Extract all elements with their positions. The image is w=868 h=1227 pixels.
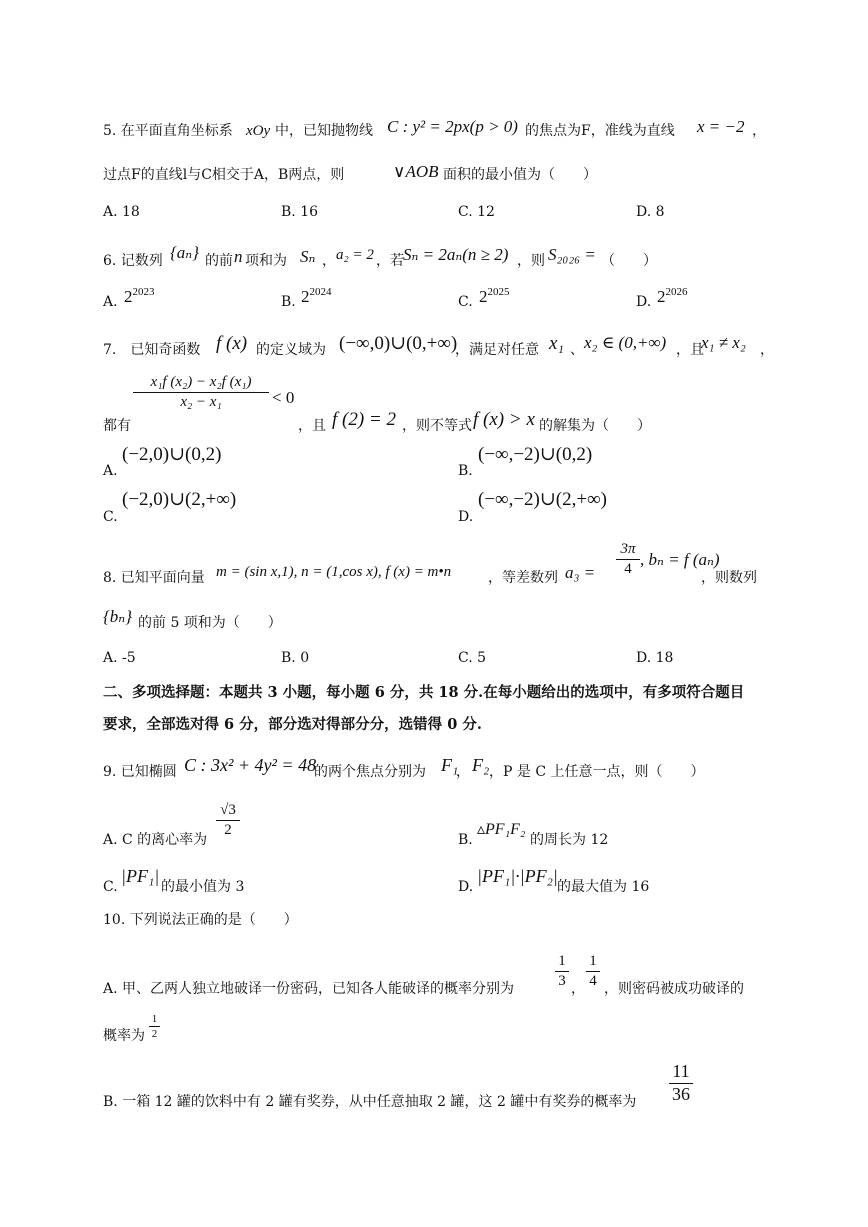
q7-lt0: < 0 [272, 388, 295, 407]
q10-option-a-text: A. 甲、乙两人独立地破译一份密码，已知各人能破译的概率分别为 [103, 981, 515, 997]
q5-line1-mid: 中，已知抛物线 [275, 123, 373, 139]
q7-ineq: f (x) > x [473, 409, 535, 430]
q10-option-b-fraction [669, 1062, 693, 1105]
q8-option-c: C. 5 [458, 650, 487, 666]
q7-fraction-denominator: x₂ − x₁ [180, 393, 222, 410]
q8-option-b: B. 0 [281, 650, 310, 666]
q9-f1: F₁ [441, 755, 459, 775]
q10-option-a-fraction-1 [555, 953, 569, 989]
q10-option-a-line2: 概率为 [103, 1028, 145, 1044]
q8-bn-seq: {bₙ} [103, 607, 132, 626]
q9-mid: 的两个焦点分别为 [314, 764, 426, 780]
q8-vectors: m = (sin x,1), n = (1,cos x), f (x) = m•n [216, 564, 452, 580]
q8-bn: , bₙ = f (aₙ) [640, 550, 720, 569]
q7-option-b-value: (−∞,−2)∪(0,2) [478, 444, 593, 465]
q6-option-d-value: $2^{2026}$ [657, 286, 688, 306]
q6-sn: Sₙ [300, 247, 316, 266]
q5-option-c: C. 12 [458, 204, 495, 220]
q6-n: n [234, 247, 243, 266]
q7-mid5: ，则不等式 [402, 418, 472, 434]
q9-option-b-label: B. [458, 832, 473, 848]
q9-option-c-text: 的最小值为 3 [161, 879, 245, 895]
q6-pre: 6. 记数列 [103, 253, 163, 269]
q8-end: ，则数列 [701, 570, 757, 586]
q6-cond2: Sₙ = 2aₙ(n ≥ 2) [403, 245, 509, 264]
q6-mid2: 项和为 [245, 253, 287, 269]
q10-option-a-fraction-2-numerator: 1 [589, 953, 597, 969]
q9-pre: 9. 已知椭圆 [103, 764, 177, 780]
q7-option-a-label: A. [103, 463, 118, 479]
q5-option-b: B. 16 [281, 204, 319, 220]
q8-a3-fraction [616, 541, 640, 577]
q10-option-a-fraction-2 [586, 953, 600, 989]
q8-a3-denominator: 4 [624, 560, 632, 577]
q10-option-a-answer-fraction [149, 1013, 160, 1040]
q9-option-d-text: 的最大值为 16 [557, 879, 650, 895]
q7-mid1: 的定义域为 [256, 342, 326, 358]
q6-seq: {aₙ} [170, 243, 199, 262]
section-2-line-1: 二、多项选择题：本题共 3 小题，每小题 6 分，共 18 分.在每小题给出的选项中，有多项符合题目 [103, 684, 745, 701]
q9-option-a-fraction [216, 802, 240, 838]
q10-option-a-fraction-2-bar [586, 971, 600, 972]
q7-option-c-label: C. [103, 509, 118, 525]
q7-f2: f (2) = 2 [332, 409, 397, 430]
q7-mid4: ，且 [298, 418, 326, 434]
q6-comma: ， [322, 253, 336, 269]
q5-line2-pre: 过点F的直线l与C相交于A，B两点，则 [103, 167, 345, 183]
q6-mid1: 的前 [205, 253, 233, 269]
q6-option-b-value: $2^{2024}$ [301, 286, 332, 306]
q8-option-d: D. 18 [636, 650, 674, 666]
q7-fraction-numerator: x₁f (x₂) − x₂f (x₁) [150, 374, 252, 390]
q7-mid3: ，且 [676, 342, 704, 358]
q8-mid: ，等差数列 [488, 570, 558, 586]
q8-a3-numerator: 3π [620, 541, 636, 557]
q7-pre: 7. 已知奇函数 [103, 342, 201, 358]
q6-target: S₂₀₂₆ = [548, 245, 596, 264]
q6-option-c-label: C. [458, 294, 473, 310]
q9-ellipse-eq: C : 3x² + 4y² = 48 [184, 755, 317, 775]
q6-option-c-value: $2^{2025}$ [479, 286, 510, 306]
q5-triangle: ∨AOB [393, 162, 439, 181]
q10-option-b-denominator: 36 [672, 1083, 690, 1104]
q9-post: ，P 是 C 上任意一点，则（ ） [489, 764, 705, 780]
q7-option-d-value: (−∞,−2)∪(2,+∞) [478, 489, 607, 510]
q8-a3: a₃ = [565, 563, 596, 582]
q7-option-c-value: (−2,0)∪(2,+∞) [122, 489, 237, 510]
q7-fx: f (x) [216, 333, 248, 354]
q6-option-d-label: D. [636, 294, 652, 310]
q7-x2-in: x₂ ∈ (0,+∞) [584, 333, 667, 352]
q7-end2: 的解集为（ ） [539, 418, 651, 434]
q6-mid4: ，则 [517, 253, 545, 269]
q9-option-a-numerator: √3 [220, 802, 236, 818]
q7-option-d-label: D. [458, 509, 474, 525]
q9-comma: ， [456, 764, 470, 780]
q7-option-b-label: B. [458, 463, 473, 479]
q6-mid3: ，若 [376, 253, 404, 269]
q7-end1: ， [760, 342, 774, 358]
q8-option-a: A. -5 [103, 650, 136, 666]
q10-option-a-answer-denominator: 2 [151, 1028, 158, 1041]
q10-option-a-post: ，则密码被成功破译的 [604, 981, 744, 997]
q7-neq: x₁ ≠ x₂ [701, 333, 746, 352]
q6-end: （ ） [601, 253, 657, 269]
q7-x1: x₁ [549, 333, 565, 354]
q7-fraction [133, 374, 269, 410]
q7-sep: 、 [570, 342, 584, 358]
q5-directrix: x = −2 [697, 117, 745, 136]
q5-line2-post: 面积的最小值为（ ） [443, 167, 597, 183]
q10-option-b-numerator: 11 [672, 1061, 690, 1081]
q7-dou: 都有 [103, 418, 131, 434]
q9-f2: F₂ [472, 755, 490, 775]
q10-option-b-text: B. 一箱 12 罐的饮料中有 2 罐有奖券，从中任意抽取 2 罐，这 2 罐中有奖券的概率为 [103, 1094, 637, 1110]
q5-xoy: xOy [246, 123, 271, 139]
q9-option-d-math: |PF₁|·|PF₂| [477, 866, 558, 886]
q7-domain: (−∞,0)∪(0,+∞) [339, 333, 458, 354]
q6-option-a-value: $2^{2023}$ [124, 286, 155, 306]
q10-option-a-fraction-1-bar [555, 971, 569, 972]
q9-option-d-label: D. [458, 879, 474, 895]
q10-option-a-fraction-1-numerator: 1 [558, 953, 566, 969]
q5-line1-end: ， [752, 123, 766, 139]
q9-option-a-denominator: 2 [224, 821, 232, 838]
q5-option-a: A. 18 [103, 204, 140, 220]
q9-option-c-math: |PF₁| [121, 866, 160, 886]
q9-option-c-label: C. [103, 879, 118, 895]
q8-line2-post: 的前 5 项和为（ ） [138, 615, 282, 631]
q5-parabola-eq: C : y² = 2px(p > 0) [387, 117, 518, 136]
q5-option-d: D. 8 [636, 204, 665, 220]
q5-line1-post: 的焦点为F，准线为直线 [525, 123, 675, 139]
section-2-line-2: 要求，全部选对得 6 分，部分选对得部分分，选错得 0 分. [103, 716, 482, 733]
q5-line1-pre: 5. 在平面直角坐标系 [103, 123, 233, 139]
q10-option-a-fraction-1-denominator: 3 [558, 972, 566, 989]
q7-option-a-value: (−2,0)∪(0,2) [122, 444, 222, 465]
q6-option-a-label: A. [103, 294, 118, 310]
q10-stem: 10. 下列说法正确的是（ ） [103, 912, 298, 928]
q9-option-a-bar [216, 820, 240, 821]
q8-pre: 8. 已知平面向量 [103, 570, 205, 586]
q10-option-a-sep: ， [571, 981, 585, 997]
q8-a3-bar [616, 559, 640, 560]
q9-option-b-text: 的周长为 12 [530, 832, 609, 848]
q9-option-a-text: A. C 的离心率为 [103, 832, 208, 848]
q7-mid2: ，满足对任意 [455, 342, 539, 358]
q10-option-a-answer-bar [149, 1026, 160, 1027]
q7-fraction-bar [133, 392, 269, 393]
q10-option-a-fraction-2-denominator: 4 [589, 972, 597, 989]
q9-option-b-math: ▵PF₁F₂ [477, 821, 526, 838]
q6-cond1: a₂ = 2 [336, 247, 374, 263]
q10-option-a-answer-numerator: 1 [151, 1013, 158, 1025]
q6-option-b-label: B. [281, 294, 296, 310]
